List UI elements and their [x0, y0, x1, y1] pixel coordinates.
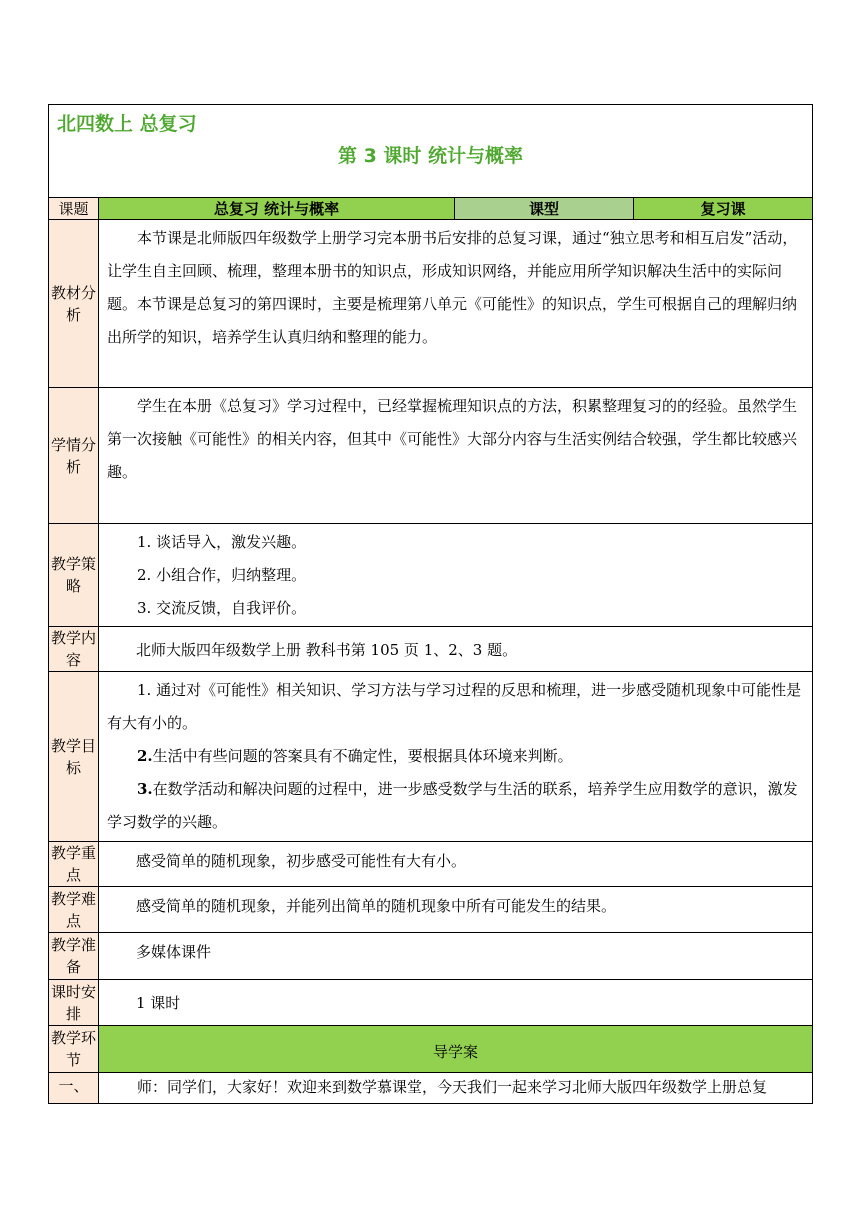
step-1-cell	[99, 1073, 813, 1104]
type-value: 复习课	[634, 198, 813, 220]
key-points-label: 教学重点	[49, 842, 99, 887]
schedule-text: 1 课时	[99, 980, 813, 1026]
strategy-item: 1. 谈话导入，激发兴趣。	[137, 533, 307, 551]
preparation-row	[49, 933, 813, 980]
strategy-label: 教学策略	[49, 524, 99, 627]
goal-2-text: 生活中有些问题的答案具有不确定性，要根据具体环境来判断。	[152, 747, 573, 765]
student-analysis-row	[49, 388, 813, 524]
lesson-plan-document	[48, 104, 812, 1104]
difficulties-label: 教学难点	[49, 887, 99, 933]
textbook-analysis-row	[49, 220, 813, 388]
textbook-analysis-label: 教材分析	[49, 220, 99, 388]
strategy-cell	[99, 524, 813, 627]
difficulties-row	[49, 887, 813, 933]
key-points-text: 感受简单的随机现象，初步感受可能性有大有小。	[99, 842, 813, 887]
student-analysis-label: 学情分析	[49, 388, 99, 524]
strategy-row	[49, 524, 813, 627]
student-analysis-text: 学生在本册《总复习》学习过程中，已经掌握梳理知识点的方法，积累整理复习的的经验。虽然学生第一次接触《可能性》的相关内容，但其中《可能性》大部分内容与生活实例结合较强，学生都比较感兴趣。	[107, 397, 798, 481]
key-points-row	[49, 842, 813, 887]
content-label: 教学内容	[49, 627, 99, 672]
textbook-analysis-cell	[99, 220, 813, 388]
header-cell	[49, 105, 813, 198]
goals-label: 教学目标	[49, 672, 99, 842]
process-row	[49, 1026, 813, 1073]
goals-row	[49, 672, 813, 842]
process-label: 教学环节	[49, 1026, 99, 1073]
process-header: 导学案	[99, 1026, 813, 1073]
goal-3-number: 3.	[137, 780, 153, 798]
document-title: 北四数上 总复习	[57, 113, 197, 135]
strategy-item: 2. 小组合作，归纳整理。	[137, 566, 307, 584]
content-row	[49, 627, 813, 672]
difficulties-text: 感受简单的随机现象，并能列出简单的随机现象中所有可能发生的结果。	[99, 887, 813, 933]
lesson-title: 第 3 课时 统计与概率	[337, 145, 524, 167]
goals-cell	[99, 672, 813, 842]
goal-1: 1. 通过对《可能性》相关知识、学习方法与学习过程的反思和梳理，进一步感受随机现象中可能性是有大有小的。	[107, 681, 802, 732]
goal-3-text: 在数学活动和解决问题的过程中，进一步感受数学与生活的联系，培养学生应用数学的意识，激发学习数学的兴趣。	[107, 780, 798, 831]
schedule-row	[49, 980, 813, 1026]
goal-2-number: 2.	[137, 747, 153, 765]
topic-value: 总复习 统计与概率	[99, 198, 455, 220]
header-row	[49, 105, 813, 198]
topic-row	[49, 198, 813, 220]
topic-label: 课题	[49, 198, 99, 220]
step-1-text: 师：同学们，大家好！欢迎来到数学慕课堂，今天我们一起来学习北师大版四年级数学上册总复	[137, 1078, 768, 1096]
schedule-label: 课时安排	[49, 980, 99, 1026]
content-text: 北师大版四年级数学上册 教科书第 105 页 1、2、3 题。	[99, 627, 813, 672]
textbook-analysis-text: 本节课是北师版四年级数学上册学习完本册书后安排的总复习课，通过“独立思考和相互启发”活动，让学生自主回顾、梳理，整理本册书的知识点，形成知识网络，并能应用所学知识解决生活中的实际问题。本节课是总复习的第四课时，主要是梳理第八单元《可能性》的知识点，学生可根据自己的理解归纳出所学的知识，培养学生认真归纳和整理的能力。	[107, 229, 798, 346]
goal-3	[107, 773, 804, 839]
student-analysis-cell	[99, 388, 813, 524]
type-label: 课型	[455, 198, 634, 220]
lesson-plan-table	[48, 104, 813, 1104]
goal-2	[107, 740, 804, 773]
preparation-label: 教学准备	[49, 933, 99, 980]
step-1-label: 一、	[49, 1073, 99, 1104]
step-1-row	[49, 1073, 813, 1104]
preparation-text: 多媒体课件	[99, 933, 813, 980]
strategy-item: 3. 交流反馈，自我评价。	[137, 599, 307, 617]
